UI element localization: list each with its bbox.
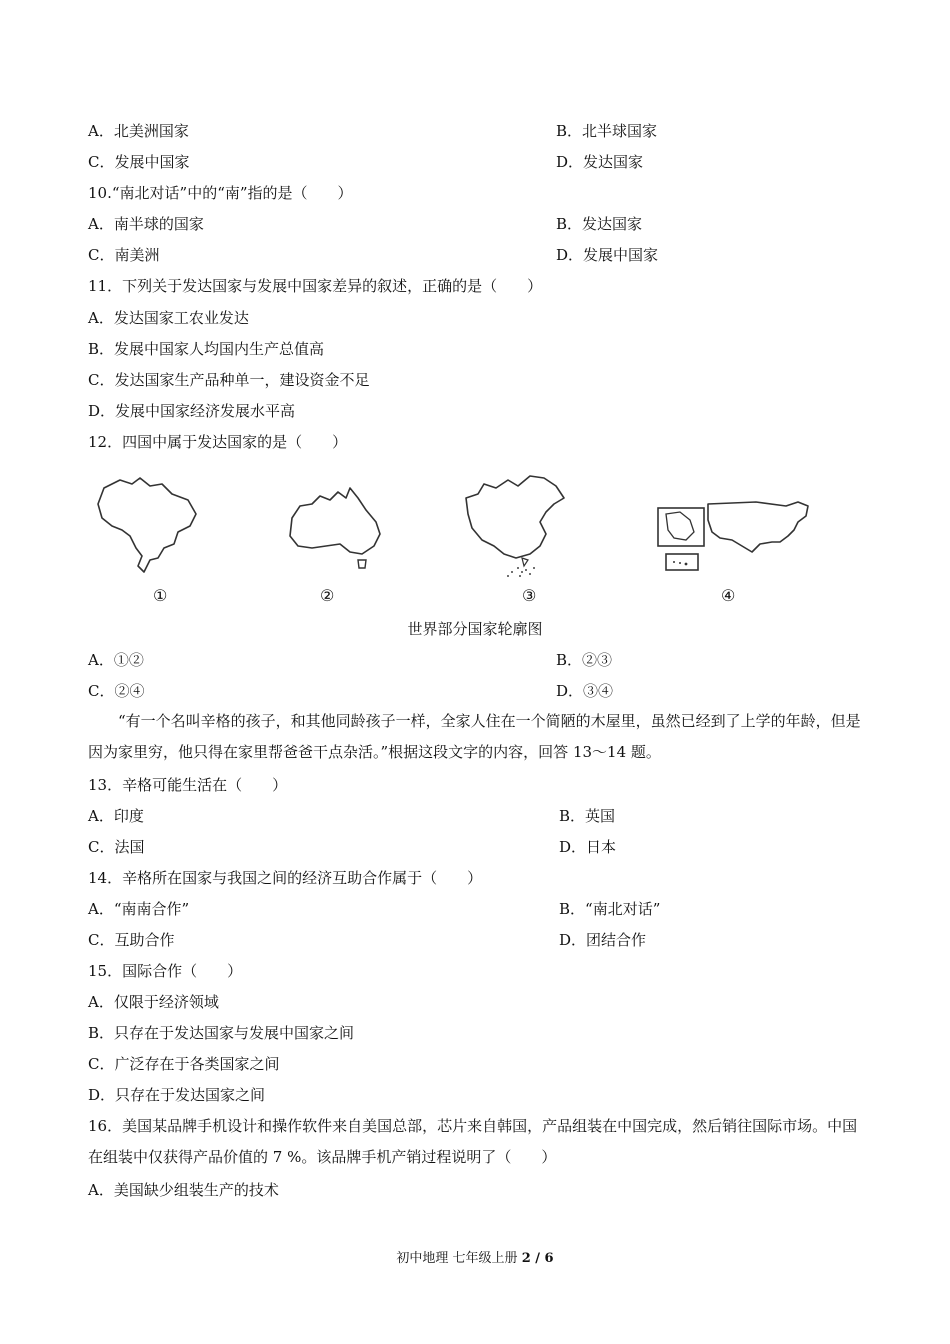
- q15-option-b: B．只存在于发达国家与发展中国家之间: [88, 1024, 355, 1042]
- q12-option-b: B．②③: [556, 651, 613, 669]
- q9-option-a: A．北美洲国家: [88, 122, 189, 140]
- q11-stem: 11．下列关于发达国家与发展中国家差异的叙述，正确的是（ ）: [88, 277, 543, 295]
- q13-option-d: D．日本: [559, 838, 617, 856]
- brazil-outline-map: [92, 474, 200, 576]
- page-number: 2 / 6: [521, 1251, 554, 1266]
- q11-option-a: A．发达国家工农业发达: [88, 309, 249, 327]
- map-number-4: ④: [721, 586, 736, 605]
- q9-option-b: B．北半球国家: [556, 122, 658, 140]
- q16-stem: 16．美国某品牌手机设计和操作软件来自美国总部，芯片来自韩国，产品组装在中国完成，然后销往国际市场。中国在组装中仅获得产品价值的 7 %。该品牌手机产销过程说明了（ ）: [88, 1117, 858, 1166]
- australia-outline-map: [286, 482, 386, 572]
- q15-option-a: A．仅限于经济领域: [88, 993, 219, 1011]
- q11-option-b: B．发展中国家人均国内生产总值高: [88, 340, 325, 358]
- q10-option-d: D．发展中国家: [556, 246, 659, 264]
- q13-stem: 13．辛格可能生活在（ ）: [88, 776, 288, 794]
- footer-subject: 初中地理 七年级上册: [396, 1251, 522, 1266]
- china-outline-map: [460, 472, 570, 580]
- q15-option-c: C．广泛存在于各类国家之间: [88, 1055, 280, 1073]
- q9-option-d: D．发达国家: [556, 153, 644, 171]
- q11-option-c: C．发达国家生产品种单一，建设资金不足: [88, 371, 370, 389]
- map-number-2: ②: [320, 586, 335, 605]
- page-footer: [0, 1247, 950, 1266]
- q15-stem: 15．国际合作（ ）: [88, 962, 243, 980]
- q11-option-d: D．发展中国家经济发展水平高: [88, 402, 296, 420]
- q9-option-c: C．发展中国家: [88, 153, 190, 171]
- q12-option-c: C．②④: [88, 682, 145, 700]
- q10-stem: 10.“南北对话”中的“南”指的是（ ）: [88, 184, 353, 202]
- q14-option-c: C．互助合作: [88, 931, 175, 949]
- q14-stem: 14．辛格所在国家与我国之间的经济互助合作属于（ ）: [88, 869, 483, 887]
- q14-option-d: D．团结合作: [559, 931, 647, 949]
- country-outline-figure: [88, 470, 828, 610]
- q16-option-a: A．美国缺少组装生产的技术: [88, 1181, 279, 1199]
- q12-option-d: D．③④: [556, 682, 614, 700]
- q10-option-a: A．南半球的国家: [88, 215, 204, 233]
- q15-option-d: D．只存在于发达国家之间: [88, 1086, 266, 1104]
- reading-passage: “有一个名叫辛格的孩子，和其他同龄孩子一样，全家人住在一个简陋的木屋里，虽然已经到了上学的年龄，但是因为家里穷，他只得在家里帮爸爸干点杂活。”根据这段文字的内容，回答 13～14 题。: [88, 712, 861, 761]
- q14-option-a: A．“南南合作”: [88, 900, 190, 918]
- q13-option-c: C．法国: [88, 838, 145, 856]
- q12-stem: 12．四国中属于发达国家的是（ ）: [88, 433, 348, 451]
- q10-option-b: B．发达国家: [556, 215, 643, 233]
- q13-option-a: A．印度: [88, 807, 144, 825]
- q12-option-a: A．①②: [88, 651, 144, 669]
- q14-option-b: B．“南北对话”: [559, 900, 661, 918]
- map-number-3: ③: [522, 586, 537, 605]
- figure-caption: 世界部分国家轮廓图: [407, 620, 543, 638]
- usa-outline-map: [656, 496, 816, 576]
- q13-option-b: B．英国: [559, 807, 616, 825]
- q10-option-c: C．南美洲: [88, 246, 160, 264]
- map-number-1: ①: [153, 586, 168, 605]
